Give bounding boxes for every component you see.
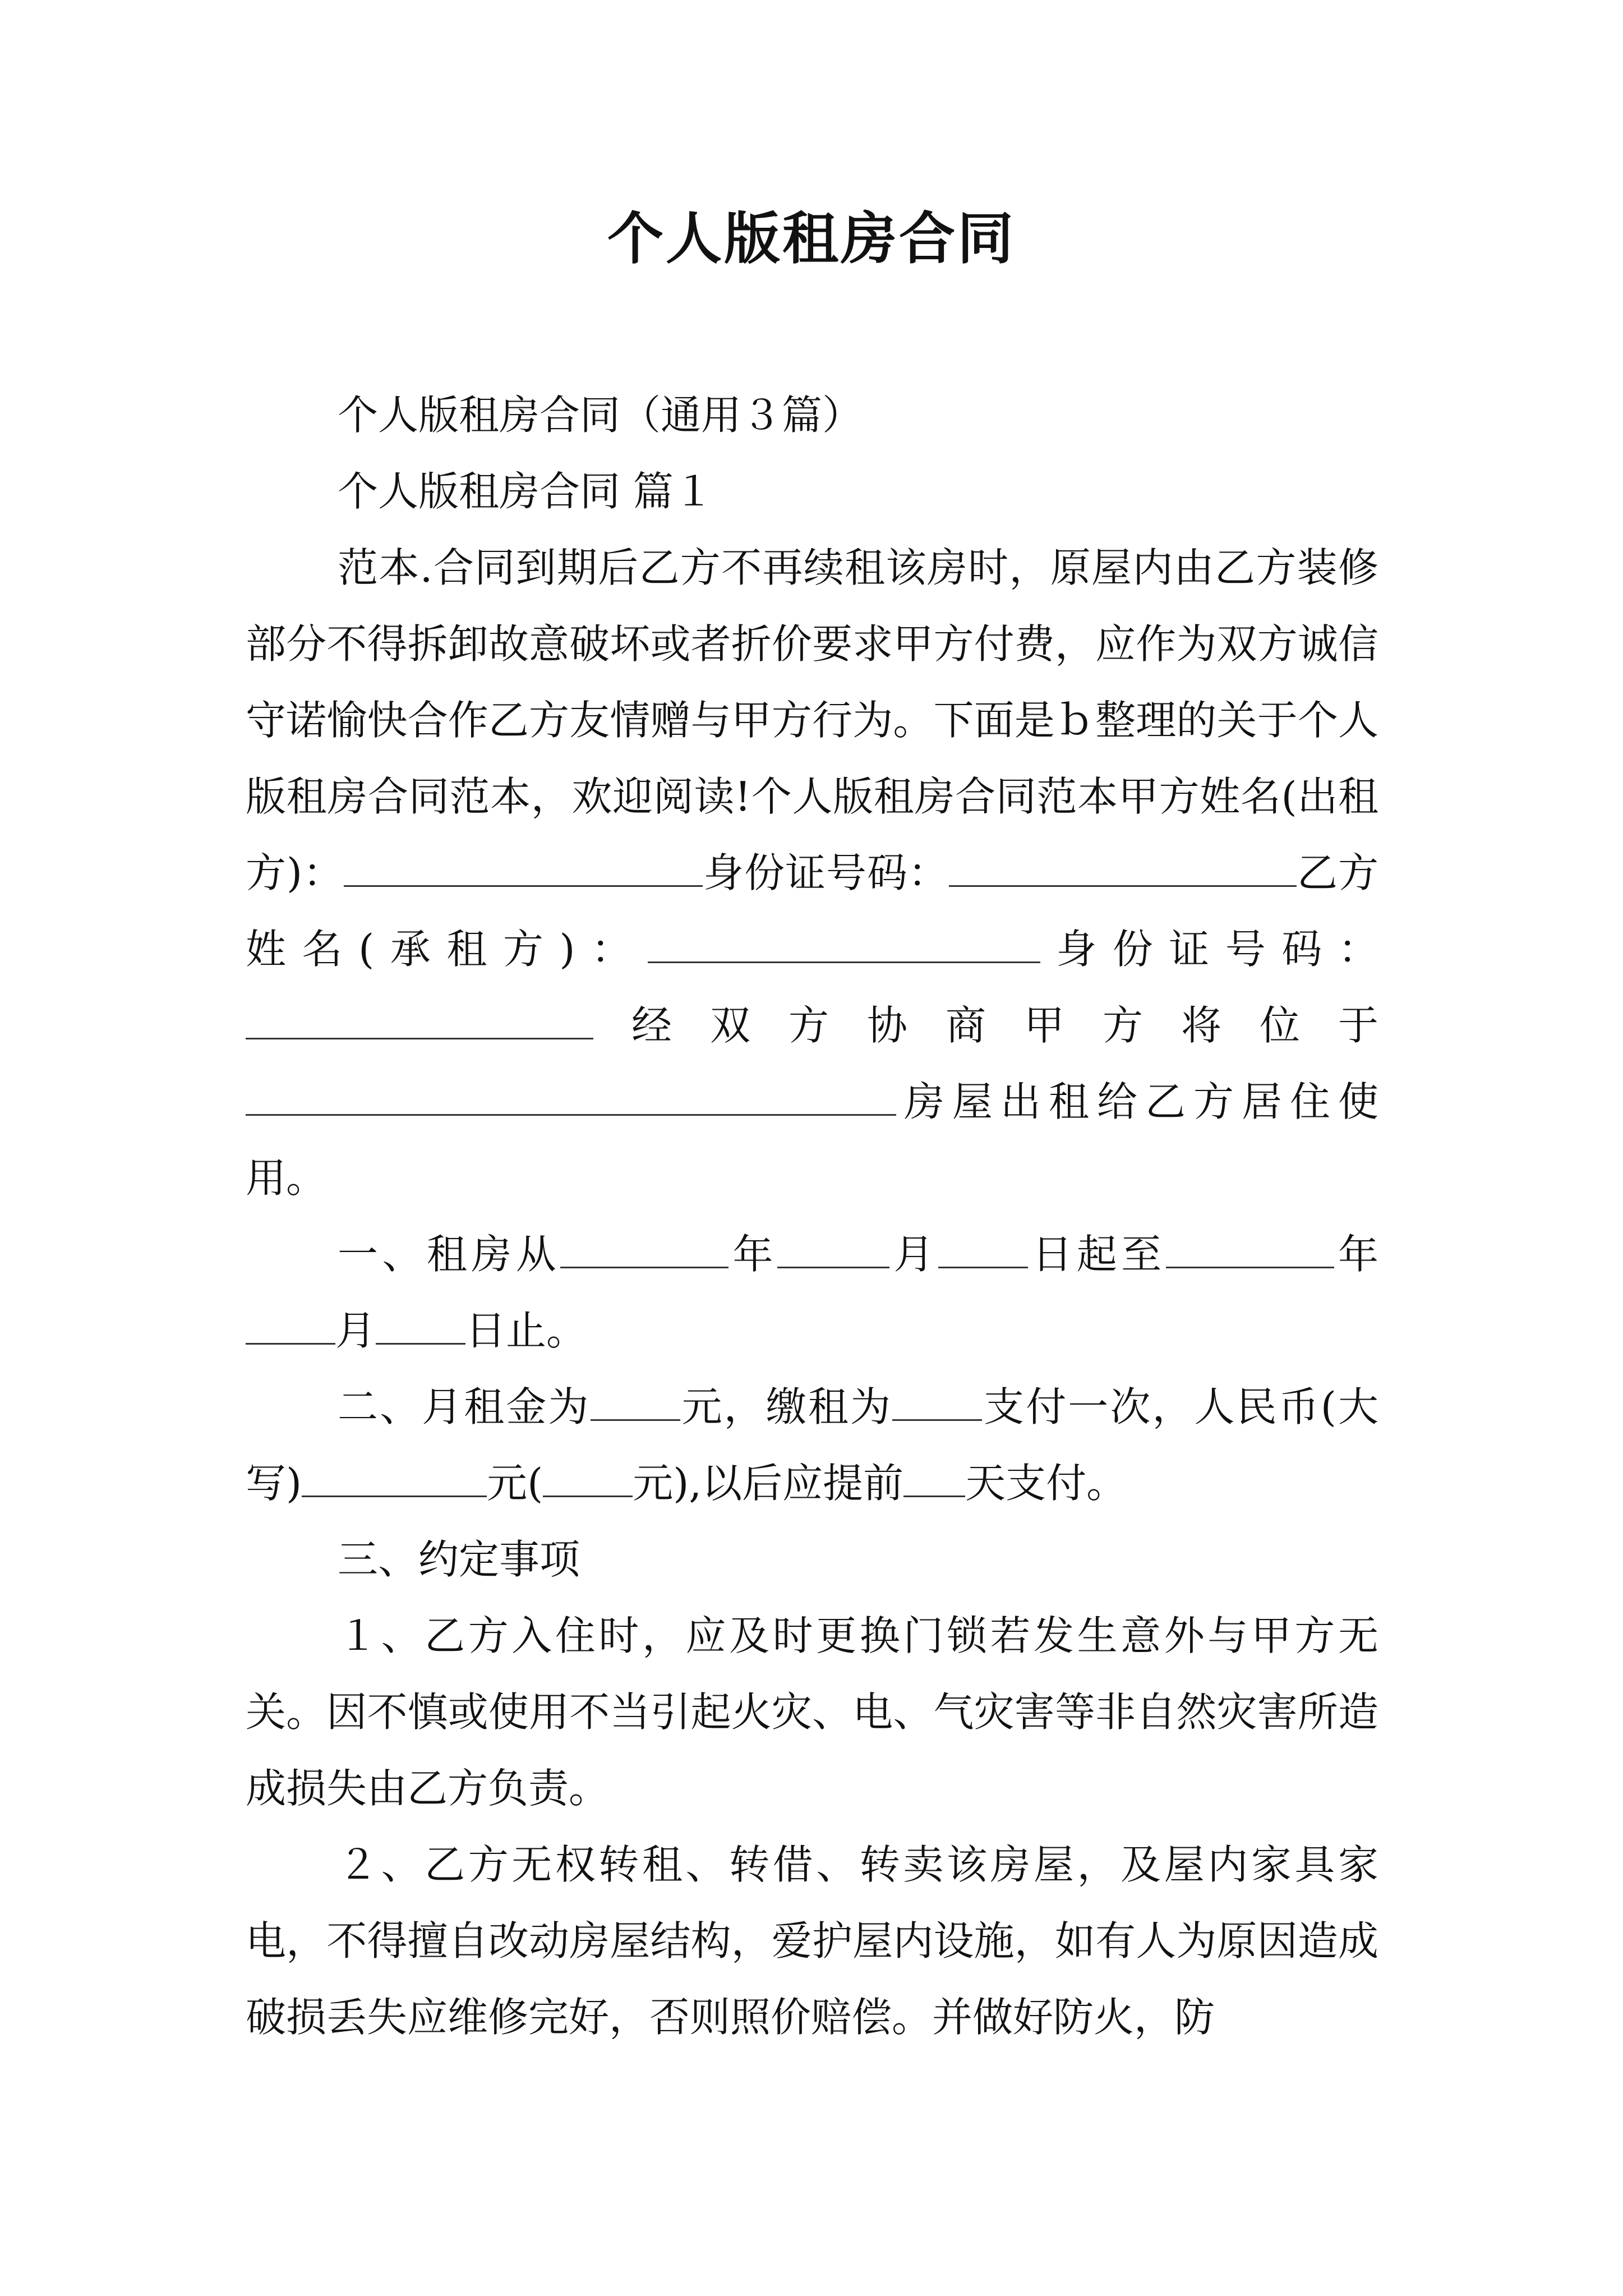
party-a-id-blank: [949, 840, 1297, 887]
payment-period-blank: [892, 1374, 982, 1421]
clause-1-part-4: 年: [1334, 1231, 1378, 1278]
amount-numeric-blank: [543, 1451, 633, 1497]
id-label-2: 身份证号码：: [1040, 926, 1378, 973]
clause-2-part-4: 元),以后应提前: [633, 1460, 904, 1507]
clause-2-part-1: 元，缴租为: [680, 1383, 893, 1430]
document-title: 个人版租房合同: [607, 205, 1016, 272]
end-year-blank: [1166, 1222, 1334, 1268]
start-day-blank: [938, 1222, 1028, 1268]
intro-text: 范本.合同到期后乙方不再续租该房时，原屋内由乙方装修部分不得拆卸故意破坏或者折价要求甲方付费，应作为双方诚信守诺愉快合作乙方友情赠与甲方行为。下面是ｂ整理的关于个人版租房合同范本，欢迎阅读!个人版租房合同范本甲方姓名(出租方)：: [246, 544, 1378, 896]
clause-1: [246, 1216, 1378, 1369]
end-month-blank: [246, 1298, 335, 1345]
id-label-1: 身份证号码：: [703, 849, 949, 896]
subtitle: 个人版租房合同（通用３篇）: [338, 392, 863, 439]
clause-2-part-3: 元(: [487, 1460, 543, 1507]
clause-3-item-1: １、乙方入住时，应及时更换门锁若发生意外与甲方无关。因不慎或使用不当引起火灾、电、气灾害等非自然灾害所造成损失由乙方负责。: [246, 1612, 1378, 1812]
clause-3-item-2: ２、乙方无权转租、转借、转卖该房屋，及屋内家具家电，不得擅自改动房屋结构，爱护屋内设施，如有人为原因造成破损丢失应维修完好，否则照价赔偿。并做好防火，防: [246, 1841, 1378, 2041]
property-address-blank: [246, 1069, 896, 1116]
monthly-rent-blank: [591, 1374, 680, 1421]
clause-1-part-5: 月: [335, 1307, 376, 1354]
clause-2-part-0: 二、月租金为: [338, 1383, 591, 1430]
days-ahead-blank: [903, 1451, 965, 1497]
agreement-text: 经双方协商甲方将位于: [593, 1002, 1378, 1049]
clause-1-part-0: 一、租房从: [338, 1231, 561, 1278]
party-b-id-blank: [246, 993, 593, 1039]
clause-1-part-1: 年: [728, 1231, 777, 1278]
document-body: [246, 377, 1378, 2055]
clause-1-part-6: 日止。: [465, 1307, 587, 1354]
party-a-name-blank: [344, 840, 703, 887]
amount-uppercase-blank: [302, 1451, 487, 1497]
intro-paragraph: [246, 530, 1378, 1216]
clause-2-part-2: 支付一次，人民币(大写): [246, 1383, 1378, 1507]
party-b-name-blank: [648, 917, 1040, 963]
clause-3-heading: 三、约定事项: [338, 1536, 580, 1583]
section-heading: 个人版租房合同 篇１: [338, 468, 714, 515]
start-month-blank: [777, 1222, 889, 1268]
clause-2: [246, 1369, 1378, 1521]
clause-1-part-3: 日起至: [1027, 1231, 1166, 1278]
start-year-blank: [560, 1222, 728, 1268]
rent-out-text: 房屋出租给乙方居住使用。: [246, 1078, 1378, 1202]
end-day-blank: [376, 1298, 465, 1345]
party-b-label: 乙方姓名(承租方)：: [246, 849, 1378, 973]
clause-2-part-5: 天支付。: [965, 1460, 1127, 1507]
clause-1-part-2: 月: [889, 1231, 938, 1278]
